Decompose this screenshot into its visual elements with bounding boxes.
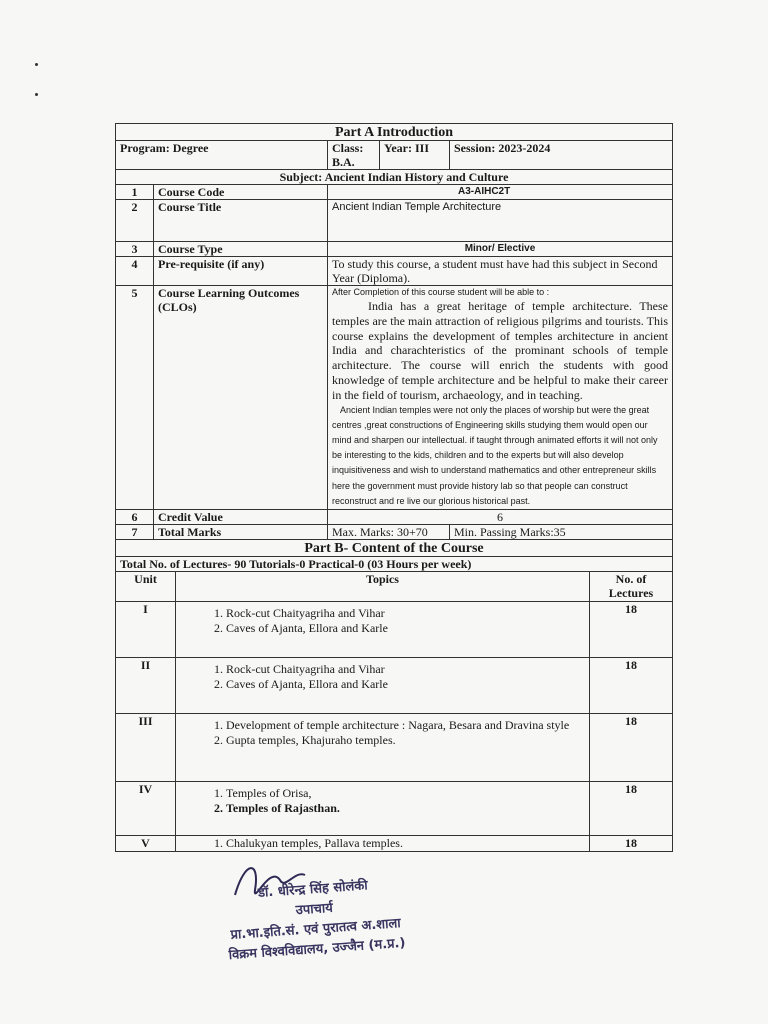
class-cell: Class: B.A. (328, 141, 380, 170)
session-cell: Session: 2023-2024 (450, 141, 673, 170)
stamp-name: डॉ. धीरेन्द्र सिंह सोलंकी (257, 878, 369, 901)
topic-item: 1. Rock-cut Chaityagriha and Vihar (226, 606, 585, 621)
unit-number: IV (116, 782, 176, 836)
total-marks-label: Total Marks (154, 525, 328, 540)
row-number: 5 (116, 286, 154, 510)
unit-lectures: 18 (590, 836, 673, 852)
unit-number: II (116, 658, 176, 714)
credit-value: 6 (328, 510, 673, 525)
min-passing-marks: Min. Passing Marks:35 (450, 525, 673, 540)
topic-item: 1. Development of temple architecture : Nagara, Besara and Dravina style (226, 718, 585, 733)
official-stamp (197, 872, 432, 968)
unit-topics (176, 782, 590, 836)
unit-number: III (116, 714, 176, 782)
course-code-label: Course Code (154, 185, 328, 200)
unit-lectures: 18 (590, 658, 673, 714)
clo-paragraph-1: India has a great heritage of temple architecture. These temples are the main attraction of religious pilgrims and tourists. This course explains the development of temples architecture in ancient India and charachteristics of the prominant schools of temple architecture. The course will enrich the students with good knowledge of temple architecture and be helpful to make their career in the field of tourism, archaeology, and in teaching. (332, 299, 668, 402)
course-title-value: Ancient Indian Temple Architecture (328, 200, 673, 242)
prerequisite-label: Pre-requisite (if any) (154, 257, 328, 286)
margin-dot (35, 93, 38, 96)
clo-value (328, 286, 673, 510)
stamp-designation: उपाचार्य (295, 900, 334, 919)
part-a-table (115, 123, 673, 540)
stamp-department: प्रा.भा.इति.सं. एवं पुरातत्व अ.शाला (230, 916, 402, 943)
part-a-title: Part A Introduction (116, 124, 673, 141)
row-number: 7 (116, 525, 154, 540)
year-cell: Year: III (380, 141, 450, 170)
clo-paragraph-2: Ancient Indian temples were not only the places of worship but were the great centres ,great constructions of Engineering skills studying them would open our mind and sharpen our intellectual. if taught through animated efforts it will not only be interesting to the kids, children and to the experts but will also develop inquisitiveness and wish to understand mathematics and other entrepreneur skills here the government must provide history lab so that people can construct reconstruct and re live our glorious historical past. (332, 404, 658, 506)
course-type-value: Minor/ Elective (328, 242, 673, 257)
row-number: 4 (116, 257, 154, 286)
unit-header: Unit (116, 572, 176, 602)
part-b-table (115, 539, 673, 852)
unit-topics (176, 836, 590, 852)
topic-item: 1. Chalukyan temples, Pallava temples. (226, 836, 585, 851)
prerequisite-value: To study this course, a student must have had this subject in Second Year (Diploma). (328, 257, 673, 286)
unit-topics (176, 714, 590, 782)
unit-lectures: 18 (590, 602, 673, 658)
row-number: 2 (116, 200, 154, 242)
clo-intro: After Completion of this course student will be able to : (332, 287, 550, 297)
margin-dot (35, 63, 38, 66)
lectures-header: No. of Lectures (590, 572, 673, 602)
subject-cell: Subject: Ancient Indian History and Culture (116, 170, 673, 185)
row-number: 3 (116, 242, 154, 257)
lectures-summary: Total No. of Lectures- 90 Tutorials-0 Practical-0 (03 Hours per week) (116, 557, 673, 572)
part-b-title: Part B- Content of the Course (116, 540, 673, 557)
course-title-label: Course Title (154, 200, 328, 242)
course-type-label: Course Type (154, 242, 328, 257)
topic-item: 2. Caves of Ajanta, Ellora and Karle (226, 677, 585, 692)
topic-item: 1. Rock-cut Chaityagriha and Vihar (226, 662, 585, 677)
topic-item: 1. Temples of Orisa, (226, 786, 585, 801)
program-cell: Program: Degree (116, 141, 328, 170)
row-number: 1 (116, 185, 154, 200)
syllabus-sheet (115, 123, 672, 852)
unit-topics (176, 658, 590, 714)
course-code-value: A3-AIHC2T (328, 185, 673, 200)
unit-number: I (116, 602, 176, 658)
row-number: 6 (116, 510, 154, 525)
topic-item: 2. Caves of Ajanta, Ellora and Karle (226, 621, 585, 636)
clo-label: Course Learning Outcomes (CLOs) (154, 286, 328, 510)
credit-value-label: Credit Value (154, 510, 328, 525)
unit-lectures: 18 (590, 714, 673, 782)
topics-header: Topics (176, 572, 590, 602)
unit-number: V (116, 836, 176, 852)
unit-topics (176, 602, 590, 658)
topic-item: 2. Gupta temples, Khajuraho temples. (226, 733, 585, 748)
stamp-university: विक्रम विश्वविद्यालय, उज्जैन (म.प्र.) (228, 935, 406, 964)
unit-lectures: 18 (590, 782, 673, 836)
topic-item: 2. Temples of Rajasthan. (226, 801, 585, 816)
max-marks: Max. Marks: 30+70 (328, 525, 450, 540)
